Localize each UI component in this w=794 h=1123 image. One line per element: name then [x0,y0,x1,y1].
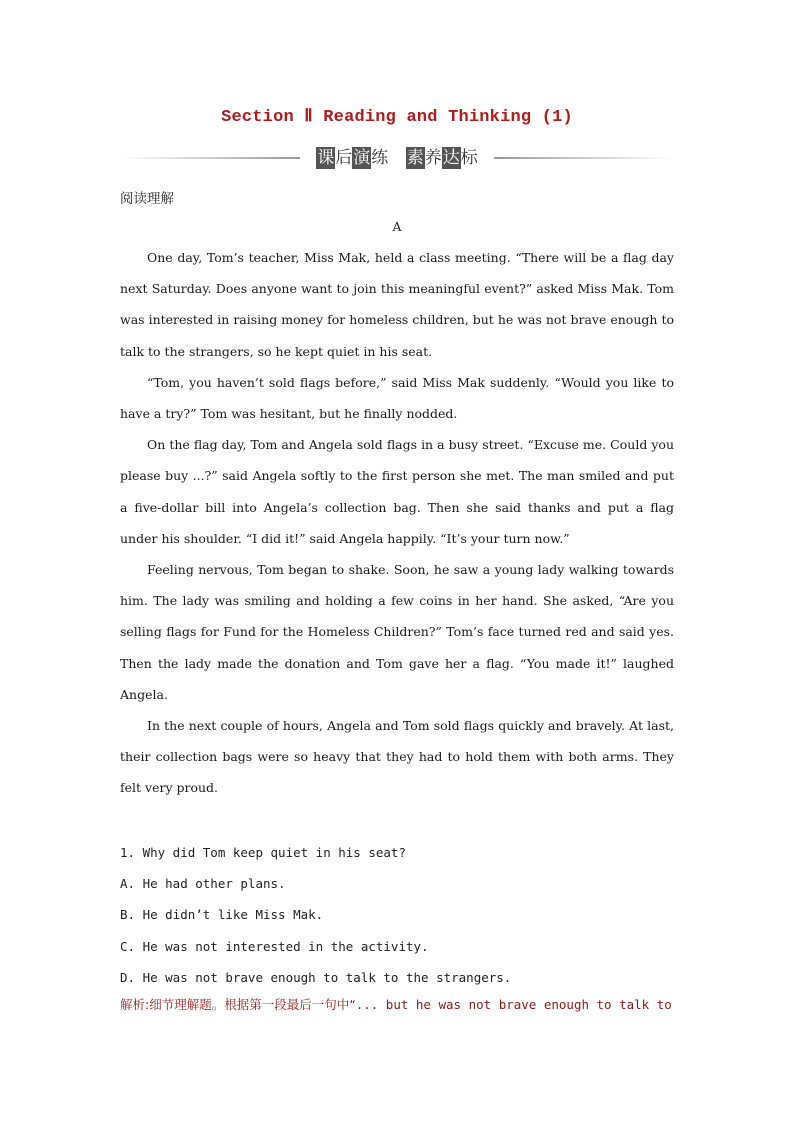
analysis [120,995,680,1013]
paragraph: In the next couple of hours, Angela and Tom sold flags quickly and bravely. At last, their collection bags were so heavy that they had to hold them with both arms. They felt very proud. [120,718,674,796]
page-title: Section Ⅱ Reading and Thinking (1) [221,108,573,127]
banner-phrase-2: 素养达标 [406,148,478,168]
paragraph: One day, Tom’s teacher, Miss Mak, held a class meeting. “There will be a flag day next Saturday. Does anyone want to join this meaningful event?” asked Miss Mak. Tom was interested in raising money for homeless children, but he was not brave enough to talk to the strangers, so he kept quiet in his seat. [120,250,674,359]
section-label: 阅读理解 [120,191,174,207]
passage-text [120,242,674,804]
question-stem: 1. Why did Tom keep quiet in his seat? [120,845,406,860]
paragraph: “Tom, you haven’t sold flags before,” said Miss Mak suddenly. “Would you like to have a try?” Tom was hesitant, but he finally nodded. [120,374,674,422]
banner-phrase-1: 课后演练 [317,148,389,168]
option-a: A. He had other plans. [120,876,286,892]
paragraph: On the flag day, Tom and Angela sold flags in a busy street. “Excuse me. Could you please buy ...?” said Angela softly to the first person she met. The man smiled and put a five-dollar bill into Angela’s collection bag. Then she said thanks and put a flag under his shoulder. “I did it!” said Angela happily. “It’s your turn now.” [120,437,674,546]
option-b: B. He didn’t like Miss Mak. [120,907,324,923]
paragraph: Feeling nervous, Tom began to shake. Soon, he saw a young lady walking towards him. The lady was smiling and holding a few coins in her hand. She asked, “Are you selling flags for Fund for the Homeless Children?” Tom’s face turned red and said yes. Then the lady made the donation and Tom gave her a flag. “You made it!” laughed Angela. [120,562,674,702]
option-c: C. He was not interested in the activity. [120,938,429,954]
analysis-quote: ... but he was not brave enough to talk to [355,997,672,1012]
passage-letter: A [392,219,402,234]
section-banner [120,147,674,169]
option-d: D. He was not brave enough to talk to the strangers. [120,969,512,985]
banner-text [120,147,674,169]
question-block [120,837,674,993]
analysis-label: 解析:细节理解题。根据第一段最后一句中“ [120,997,356,1012]
